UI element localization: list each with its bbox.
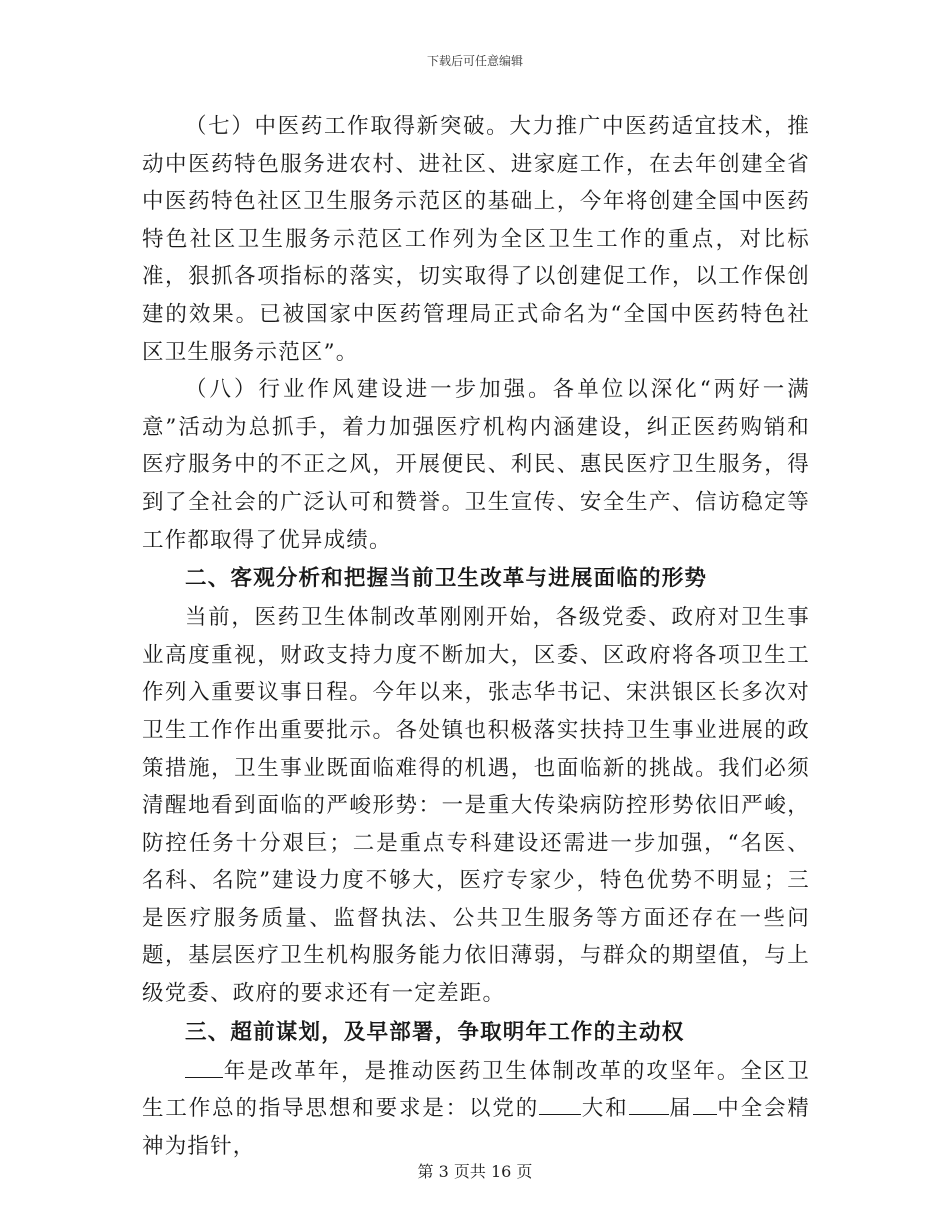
page-header: 下载后可任意编辑: [426, 54, 523, 68]
blank-underline: [629, 1114, 669, 1115]
plan-text-b: 大和: [581, 1096, 629, 1122]
section-heading-two: 二、客观分析和把握当前卫生改革与进展面临的形势: [185, 566, 708, 592]
page-footer: 第 3 页共 16 页: [417, 1162, 533, 1181]
blank-underline: [693, 1114, 717, 1115]
paragraph-eight: （八）行业作风建设进一步加强。各单位以深化“两好一满意”活动为总抓手，着力加强医疗机构内涵建设，纠正医药购销和医疗服务中的不正之风，开展便民、利民、惠民医疗卫生服务，得到了全社会的广泛认可和赞誉。卫生宣传、安全生产、信访稳定等工作都取得了优异成绩。: [142, 377, 810, 553]
blank-underline: [185, 1077, 223, 1078]
plan-text-a: 年是改革年，是推动医药卫生体制改革的攻坚年。全区卫生工作总的指导思想和要求是：以党的: [142, 1058, 810, 1122]
paragraph-seven: （七）中医药工作取得新突破。大力推广中医药适宜技术，推动中医药特色服务进农村、进社区、进家庭工作，在去年创建全省中医药特色社区卫生服务示范区的基础上，今年将创建全国中医药特色社区卫生服务示范区工作列为全区卫生工作的重点，对比标准，狠抓各项指标的落实，切实取得了以创建促工作，以工作保创建的效果。已被国家中医药管理局正式命名为“全国中医药特色社区卫生服务示范区”。: [142, 114, 810, 365]
blank-underline: [539, 1114, 581, 1115]
paragraph-situation: 当前，医药卫生体制改革刚刚开始，各级党委、政府对卫生事业高度重视，财政支持力度不断加大，区委、区政府将各项卫生工作列入重要议事日程。今年以来，张志华书记、宋洪银区长多次对卫生工作作出重要批示。各处镇也积极落实扶持卫生事业进展的政策措施，卫生事业既面临难得的机遇，也面临新的挑战。我们必须清醒地看到面临的严峻形势：一是重大传染病防控形势依旧严峻，防控任务十分艰巨；二是重点专科建设还需进一步加强，“名医、名科、名院”建设力度不够大，医疗专家少，特色优势不明显；三是医疗服务质量、监督执法、公共卫生服务等方面还存在一些问题，基层医疗卫生机构服务能力依旧薄弱，与群众的期望值，与上级党委、政府的要求还有一定差距。: [142, 605, 810, 1007]
plan-text-c: 届: [668, 1096, 693, 1122]
paragraph-plan: [142, 1053, 810, 1166]
document-body: [142, 108, 810, 1165]
section-heading-three: 三、超前谋划，及早部署，争取明年工作的主动权: [185, 1019, 685, 1045]
plan-text-d: 中全会精神为指针，: [142, 1096, 811, 1159]
